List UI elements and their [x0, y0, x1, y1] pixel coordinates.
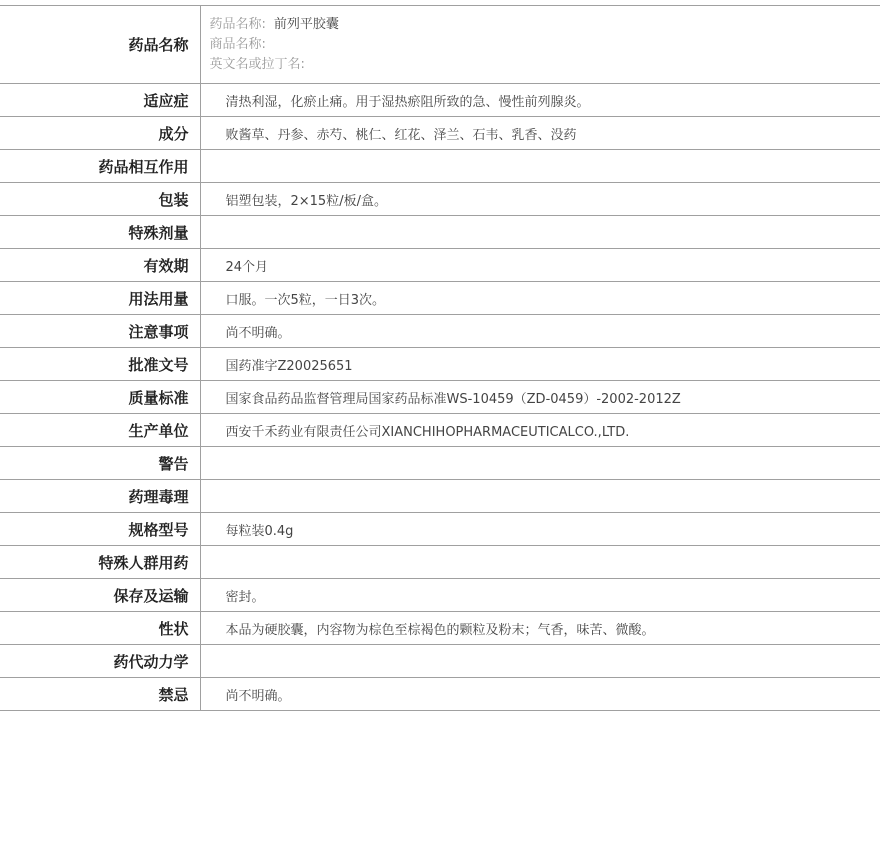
row-label: 警告	[0, 447, 200, 480]
row-label: 批准文号	[0, 348, 200, 381]
row-warning	[0, 447, 880, 480]
row-value: 每粒装0.4g	[200, 513, 880, 546]
row-description	[0, 612, 880, 645]
generic-name-value: 前列平胶囊	[273, 16, 339, 32]
row-special-populations	[0, 546, 880, 579]
row-label: 药理毒理	[0, 480, 200, 513]
drug-name-cell	[200, 6, 880, 84]
row-value: 西安千禾药业有限责任公司XIANCHIHOPHARMACEUTICALCO.,LTD.	[200, 414, 880, 447]
row-label: 药品相互作用	[0, 150, 200, 183]
row-label: 包装	[0, 183, 200, 216]
english-name-line	[210, 55, 880, 75]
row-value: 本品为硬胶囊，内容物为棕色至棕褐色的颗粒及粉末；气香，味苦、微酸。	[200, 612, 880, 645]
trade-name-key: 商品名称:	[209, 36, 266, 52]
row-shelf-life	[0, 249, 880, 282]
row-label: 药代动力学	[0, 645, 200, 678]
english-name-key: 英文名或拉丁名:	[209, 56, 305, 72]
row-contraindications	[0, 678, 880, 711]
row-value: 尚不明确。	[200, 678, 880, 711]
row-label: 禁忌	[0, 678, 200, 711]
row-label: 注意事项	[0, 315, 200, 348]
row-approval-number	[0, 348, 880, 381]
row-label: 质量标准	[0, 381, 200, 414]
row-value: 口服。一次5粒，一日3次。	[200, 282, 880, 315]
row-value: 国药准字Z20025651	[200, 348, 880, 381]
row-value	[200, 216, 880, 249]
row-label: 有效期	[0, 249, 200, 282]
row-label: 生产单位	[0, 414, 200, 447]
drug-info-table	[0, 5, 880, 711]
row-precautions	[0, 315, 880, 348]
row-label: 保存及运输	[0, 579, 200, 612]
row-value	[200, 546, 880, 579]
row-value: 国家食品药品监督管理局国家药品标准WS-10459（ZD-0459）-2002-2012Z	[200, 381, 880, 414]
generic-name-key: 药品名称:	[209, 16, 266, 32]
row-label: 适应症	[0, 84, 200, 117]
row-value	[200, 480, 880, 513]
row-special-dosage	[0, 216, 880, 249]
row-value: 24个月	[200, 249, 880, 282]
row-interactions	[0, 150, 880, 183]
row-value	[200, 645, 880, 678]
row-pharmacokinetics	[0, 645, 880, 678]
row-packaging	[0, 183, 880, 216]
row-label: 特殊人群用药	[0, 546, 200, 579]
row-specification	[0, 513, 880, 546]
row-pharmacology-toxicology	[0, 480, 880, 513]
row-usage-dosage	[0, 282, 880, 315]
row-label: 性状	[0, 612, 200, 645]
row-storage-transport	[0, 579, 880, 612]
row-value: 清热利湿，化瘀止痛。用于湿热瘀阻所致的急、慢性前列腺炎。	[200, 84, 880, 117]
trade-name-line	[210, 35, 880, 55]
row-value: 密封。	[200, 579, 880, 612]
row-value: 铝塑包装，2×15粒/板/盒。	[200, 183, 880, 216]
row-label: 用法用量	[0, 282, 200, 315]
row-value: 败酱草、丹参、赤芍、桃仁、红花、泽兰、石韦、乳香、没药	[200, 117, 880, 150]
generic-name-line	[210, 15, 880, 35]
row-value: 尚不明确。	[200, 315, 880, 348]
row-indications	[0, 84, 880, 117]
row-label: 特殊剂量	[0, 216, 200, 249]
drug-name-row	[0, 6, 880, 84]
row-label: 规格型号	[0, 513, 200, 546]
row-quality-standard	[0, 381, 880, 414]
row-manufacturer	[0, 414, 880, 447]
row-label: 药品名称	[0, 6, 200, 84]
row-label: 成分	[0, 117, 200, 150]
row-value	[200, 150, 880, 183]
row-ingredients	[0, 117, 880, 150]
row-value	[200, 447, 880, 480]
